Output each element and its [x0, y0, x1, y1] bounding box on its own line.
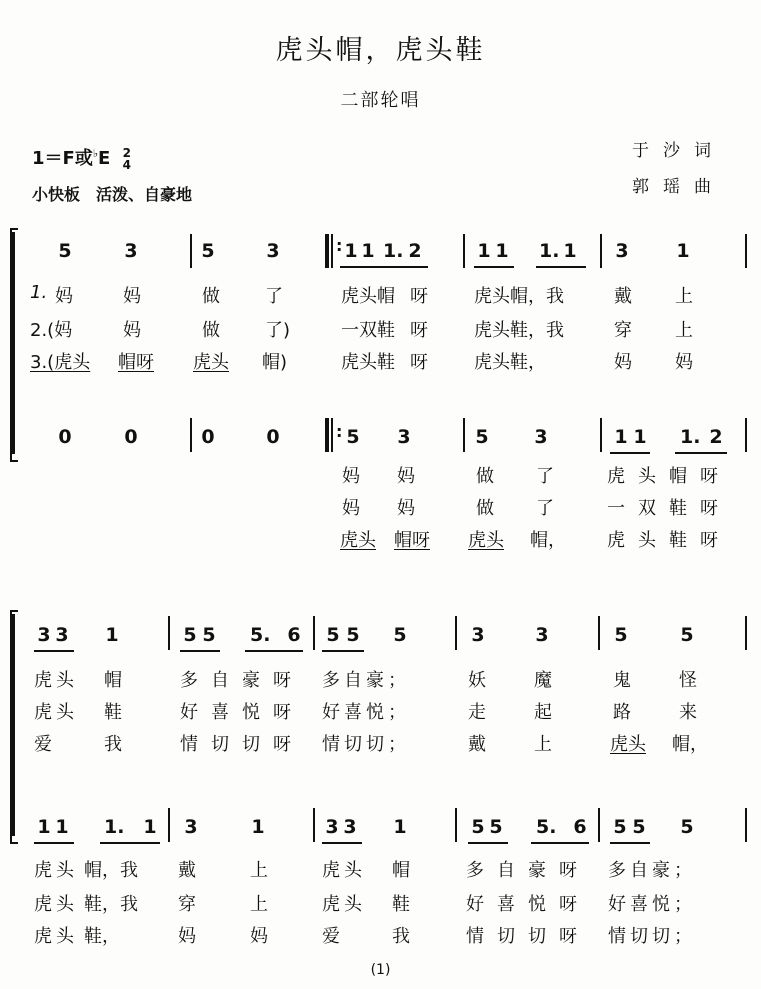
page-number: (1) — [370, 962, 391, 978]
note: 3 — [55, 624, 69, 646]
lyric: 呀 — [410, 352, 428, 373]
barline — [745, 234, 747, 268]
barline — [600, 234, 602, 268]
note: 1 — [495, 240, 509, 262]
lyric: 虎头 — [34, 926, 78, 947]
barline — [313, 808, 315, 842]
lyric: 帽，我 — [84, 860, 138, 881]
song-subtitle: 二部轮唱 — [340, 90, 421, 111]
tempo-marking: 小快板 活泼、自豪地 — [32, 185, 193, 204]
system2-voice1-notes — [0, 624, 761, 654]
lyric: 情切切； — [608, 926, 696, 947]
lyric: 虎头帽，我 — [474, 286, 564, 307]
underline-beam — [610, 842, 650, 844]
note: 5. — [536, 816, 557, 838]
note: 1. — [680, 426, 701, 448]
lyric: 帽 — [104, 670, 122, 691]
barline — [190, 418, 192, 452]
verse-number: 1. — [30, 282, 48, 303]
note: 0 — [266, 426, 280, 448]
note: 3 — [471, 624, 485, 646]
note: 1 — [393, 816, 407, 838]
underline-beam — [180, 650, 220, 652]
barline — [313, 616, 315, 650]
flat-symbol: ♭ — [92, 147, 99, 160]
lyric: 做 — [202, 320, 220, 341]
note: 3 — [397, 426, 411, 448]
note: 1 — [361, 240, 375, 262]
lyric: 起 — [534, 702, 552, 723]
lyric: 戴 — [178, 860, 196, 881]
lyric: 帽 — [392, 860, 410, 881]
lyric: 情切切呀 — [466, 926, 590, 947]
underline-beam — [100, 842, 160, 844]
note: 1 — [633, 426, 647, 448]
note: 5 — [393, 624, 407, 646]
lyric: 穿 — [178, 894, 196, 915]
lyric: 了) — [265, 320, 291, 341]
lyric: 好喜悦； — [322, 702, 410, 723]
barline — [745, 418, 747, 452]
repeat-dots: : — [336, 422, 343, 441]
underline-beam — [531, 842, 589, 844]
lyric: 2.(妈 — [30, 320, 73, 341]
barline — [600, 418, 602, 452]
note: 1 — [344, 240, 358, 262]
lyric: 虎头 — [610, 734, 646, 755]
composer-credit: 郭瑶曲 — [632, 177, 725, 197]
lyric: 妈 — [614, 352, 632, 373]
underline-beam — [675, 452, 727, 454]
lyric: 虎头 — [193, 352, 229, 373]
lyric: 多自豪呀 — [180, 670, 304, 691]
lyric: 做 — [476, 498, 494, 519]
lyric: 来 — [679, 702, 697, 723]
lyric: 虎头鞋 — [341, 352, 395, 373]
lyric: 妈 — [55, 286, 73, 307]
note: 1 — [251, 816, 265, 838]
lyric: 多自豪； — [322, 670, 410, 691]
note: 1. — [383, 240, 404, 262]
underline-beam — [34, 650, 74, 652]
underline-beam — [468, 842, 508, 844]
repeat-dots: : — [336, 236, 343, 255]
underline-beam — [34, 842, 74, 844]
underline-beam — [322, 650, 364, 652]
barline — [190, 234, 192, 268]
note: 1 — [143, 816, 157, 838]
lyric: 情切切； — [322, 734, 410, 755]
barline — [745, 808, 747, 842]
lyric: 魔 — [534, 670, 552, 691]
lyric: 妈 — [123, 286, 141, 307]
lyric: 戴 — [468, 734, 486, 755]
lyric: 虎头帽 — [341, 286, 395, 307]
lyric: 虎头鞋呀 — [607, 530, 731, 551]
lyric: 了 — [536, 498, 554, 519]
lyric: 上 — [534, 734, 552, 755]
note: 5 — [346, 426, 360, 448]
lyric: 爱 — [322, 926, 340, 947]
lyric: 帽呀 — [394, 530, 430, 551]
lyric: 妈 — [342, 466, 360, 487]
lyric: 我 — [392, 926, 410, 947]
lyric: 走 — [468, 702, 486, 723]
lyric: 妖 — [468, 670, 486, 691]
lyric: 妈 — [397, 498, 415, 519]
note: 3 — [37, 624, 51, 646]
note: 3 — [534, 426, 548, 448]
note: 5 — [489, 816, 503, 838]
note: 0 — [124, 426, 138, 448]
barline — [168, 616, 170, 650]
repeat-barline — [325, 234, 329, 268]
lyric: 虎头 — [322, 894, 366, 915]
lyric: 呀 — [410, 286, 428, 307]
lyric: 帽， — [530, 530, 566, 551]
note: 0 — [201, 426, 215, 448]
time-signature — [123, 147, 131, 171]
barline — [745, 616, 747, 650]
underline-beam — [322, 842, 362, 844]
lyric: 虎头 — [340, 530, 376, 551]
lyric: 妈 — [123, 320, 141, 341]
lyric: 鞋 — [392, 894, 410, 915]
time-numerator: 2 — [122, 146, 131, 160]
lyric: 上 — [250, 894, 268, 915]
underline-beam — [536, 266, 586, 268]
lyric: 鬼 — [613, 670, 631, 691]
barline — [168, 808, 170, 842]
lyric: 多自豪呀 — [466, 860, 590, 881]
underline-beam — [245, 650, 303, 652]
lyric: 虎头 — [468, 530, 504, 551]
lyric: 上 — [675, 320, 693, 341]
lyric: 戴 — [614, 286, 632, 307]
key-alt: E — [98, 148, 111, 169]
note: 3 — [124, 240, 138, 262]
note: 5 — [680, 624, 694, 646]
lyric: 虎头 — [34, 860, 78, 881]
lyric: 一双鞋 — [341, 320, 395, 341]
note: 1. — [104, 816, 125, 838]
lyric: 了 — [536, 466, 554, 487]
underline-beam — [340, 266, 380, 268]
lyric: 虎头鞋，我 — [474, 320, 564, 341]
note: 5 — [475, 426, 489, 448]
lyric: 呀 — [410, 320, 428, 341]
lyric: 鞋 — [104, 702, 122, 723]
note: 5 — [471, 816, 485, 838]
note: 3 — [535, 624, 549, 646]
note: 5 — [632, 816, 646, 838]
lyric: 上 — [250, 860, 268, 881]
repeat-barline — [331, 234, 333, 268]
note: 2 — [408, 240, 422, 262]
barline — [598, 616, 600, 650]
lyric: 好喜悦； — [608, 894, 696, 915]
lyric: 穿 — [614, 320, 632, 341]
lyric: 妈 — [397, 466, 415, 487]
lyric: 爱 — [34, 734, 52, 755]
underline-beam — [610, 452, 650, 454]
note: 5 — [183, 624, 197, 646]
underline-beam — [380, 266, 428, 268]
key-main: 1＝F或 — [32, 148, 93, 169]
note: 5 — [326, 624, 340, 646]
lyric: 鞋， — [84, 926, 120, 947]
note: 5 — [680, 816, 694, 838]
note: 5 — [613, 816, 627, 838]
song-title: 虎头帽，虎头鞋 — [275, 35, 486, 66]
lyric: 路 — [613, 702, 631, 723]
note: 3 — [343, 816, 357, 838]
note: 3 — [615, 240, 629, 262]
note: 1 — [477, 240, 491, 262]
lyric: 帽， — [672, 734, 708, 755]
note: 1 — [676, 240, 690, 262]
lyric: 帽呀 — [118, 352, 154, 373]
note: 3 — [266, 240, 280, 262]
lyric: 鞋，我 — [84, 894, 138, 915]
lyric: 好喜悦呀 — [466, 894, 590, 915]
lyric: 好喜悦呀 — [180, 702, 304, 723]
note: 5. — [250, 624, 271, 646]
note: 5 — [346, 624, 360, 646]
note: 5 — [202, 624, 216, 646]
note: 6 — [573, 816, 587, 838]
key-signature — [32, 144, 131, 171]
repeat-barline — [325, 418, 329, 452]
note: 3 — [184, 816, 198, 838]
repeat-barline — [331, 418, 333, 452]
lyric: 虎头 — [322, 860, 366, 881]
lyric: 做 — [202, 286, 220, 307]
lyric: 虎头鞋， — [474, 352, 546, 373]
note: 5 — [614, 624, 628, 646]
note: 3 — [325, 816, 339, 838]
barline — [455, 616, 457, 650]
barline — [598, 808, 600, 842]
lyric: 虎头 — [34, 670, 78, 691]
lyric: 虎头帽呀 — [607, 466, 731, 487]
lyric: 上 — [675, 286, 693, 307]
note: 5 — [58, 240, 72, 262]
lyric: 3.(虎头 — [30, 352, 91, 373]
note: 1 — [563, 240, 577, 262]
lyric: 妈 — [178, 926, 196, 947]
note: 2 — [709, 426, 723, 448]
lyric: 妈 — [342, 498, 360, 519]
barline — [455, 808, 457, 842]
barline — [463, 234, 465, 268]
lyric: 多自豪； — [608, 860, 696, 881]
note: 1 — [55, 816, 69, 838]
lyric: 虎头 — [34, 702, 78, 723]
lyric: 妈 — [250, 926, 268, 947]
note: 1 — [37, 816, 51, 838]
note: 6 — [287, 624, 301, 646]
lyric: 帽) — [262, 352, 288, 373]
lyric: 怪 — [679, 670, 697, 691]
lyric: 了 — [265, 286, 283, 307]
underline-beam — [474, 266, 514, 268]
lyric: 我 — [104, 734, 122, 755]
lyric: 情切切呀 — [180, 734, 304, 755]
barline — [463, 418, 465, 452]
lyric: 妈 — [675, 352, 693, 373]
note: 0 — [58, 426, 72, 448]
lyric: 做 — [476, 466, 494, 487]
lyric: 一双鞋呀 — [607, 498, 731, 519]
note: 1 — [614, 426, 628, 448]
time-denominator: 4 — [122, 158, 131, 172]
note: 5 — [201, 240, 215, 262]
note: 1 — [105, 624, 119, 646]
lyric: 虎头 — [34, 894, 78, 915]
note: 1. — [539, 240, 560, 262]
lyricist-credit: 于沙词 — [632, 141, 725, 161]
